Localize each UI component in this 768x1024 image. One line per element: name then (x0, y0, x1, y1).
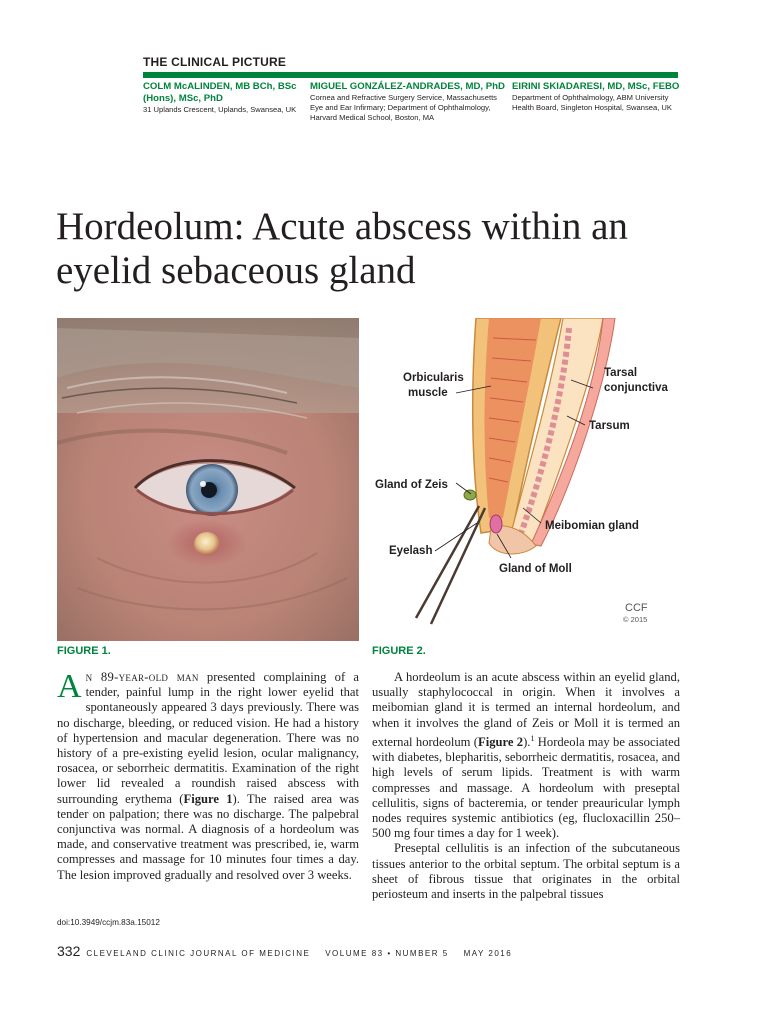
drop-cap: A (57, 668, 82, 705)
author-affiliation: 31 Uplands Crescent, Uplands, Swansea, UK (143, 105, 297, 114)
ccf-mark: CCF (625, 602, 648, 614)
figure-2-caption: FIGURE 2. (372, 645, 426, 657)
journal-info: CLEVELAND CLINIC JOURNAL OF MEDICINE VOLUME 83 • NUMBER 5 MAY 2016 (86, 949, 513, 958)
author-name: MIGUEL GONZÁLEZ-ANDRADES, MD, PhD (310, 81, 505, 92)
discussion-text-2: ). (523, 735, 531, 749)
label-gland-of-zeis: Gland of Zeis (375, 479, 448, 491)
discussion-text-3: Hordeola may be associated with diabetes, blepharitis, seborrheic dermatitis, rosacea, and high levels of serum lipids. Treatment is with warm compresses and massage. A hordeolum with preseptal cellulitis, signs of bacteremia, or tender preauricular lymph nodes requires systemic antibiotics (eg, flucloxacillin 250–500 mg four times a day for 1 week). (372, 735, 681, 841)
label-conjunctiva: conjunctiva (604, 382, 668, 394)
case-text-1: presented complaining of a tender, painful lump in the right lower eyelid that spontaneously appeared 3 days previously. There was no discharge, bleeding, or reduced vision. He had a history of hypertension and macular degeneration. There was no history of a pre-existing eyelid lesion, ocular malignancy, rosacea, or seborrheic dermatitis. Examination of the right lower lid revealed a roundish raised abscess with surrounding erythema ( (57, 670, 359, 806)
right-column (372, 670, 680, 902)
label-tarsal: Tarsal (604, 367, 638, 379)
opening-smallcaps: n 89-year-old man (85, 670, 199, 684)
doi-link[interactable]: doi:10.3949/ccjm.83a.15012 (57, 918, 160, 927)
section-label: THE CLINICAL PICTURE (143, 55, 287, 69)
cellulitis-paragraph: Preseptal cellulitis is an infection of the subcutaneous tissues anterior to the orbital septum. The orbital septum is a sheet of fibrous tissue that originates in the orbital periosteum and inserts in the palpebral tissues (372, 841, 680, 902)
left-column (57, 670, 359, 883)
author-block (310, 81, 506, 122)
case-text-2: ). The raised area was tender on palpation; there was no discharge. The palpebral conjunctiva was normal. A diagnosis of a hordeolum was made, and conservative treatment was prescribed, ie, warm compresses and massage for 10 minutes four times a day. The lesion improved gradually and resolved over 3 weeks. (57, 791, 359, 882)
reference-superscript: 1 (530, 733, 535, 743)
figure-1-caption: FIGURE 1. (57, 645, 111, 657)
author-name: EIRINI SKIADARESI, MD, MSc, FEBO (512, 81, 680, 92)
article-title: Hordeolum: Acute abscess within an eyelid sebaceous gland (56, 205, 628, 292)
label-tarsum: Tarsum (589, 420, 630, 432)
figure-2-diagram (371, 318, 680, 638)
label-gland-of-moll: Gland of Moll (499, 563, 572, 575)
label-muscle: muscle (408, 387, 448, 399)
discussion-text-1: A hordeolum is an acute abscess within an eyelid gland, usually staphylococcal in origin. When it involves a meibomian gland it is termed an internal hordeolum, and when it involves the gland of Zeis or Moll it is termed an external hordeolum ( (372, 670, 680, 749)
case-paragraph (57, 670, 359, 883)
author-affiliation: Cornea and Refractive Surgery Service, Massachusetts Eye and Ear Infirmary; Department of Ophthalmology, Harvard Medical School, Boston, MA (310, 93, 497, 122)
figure-1-photo (57, 318, 359, 641)
header-rule (143, 72, 678, 78)
figure-2-ref: Figure 2 (478, 735, 524, 749)
author-affiliation: Department of Ophthalmology, ABM University Health Board, Singleton Hospital, Swansea, UK (512, 93, 672, 112)
author-name: COLM McALINDEN, MB BCh, BSc (Hons), MSc, PhD (143, 81, 297, 104)
page-number: 332 (57, 943, 81, 959)
figure-1-ref: Figure 1 (183, 791, 233, 806)
label-meibomian-gland: Meibomian gland (545, 520, 639, 532)
author-block (512, 81, 682, 113)
author-block (143, 81, 305, 115)
label-eyelash: Eyelash (389, 545, 433, 557)
discussion-paragraph (372, 670, 680, 841)
page-footer (57, 943, 512, 961)
label-orbicularis: Orbicularis (403, 372, 464, 384)
ccf-year: © 2015 (623, 615, 648, 624)
